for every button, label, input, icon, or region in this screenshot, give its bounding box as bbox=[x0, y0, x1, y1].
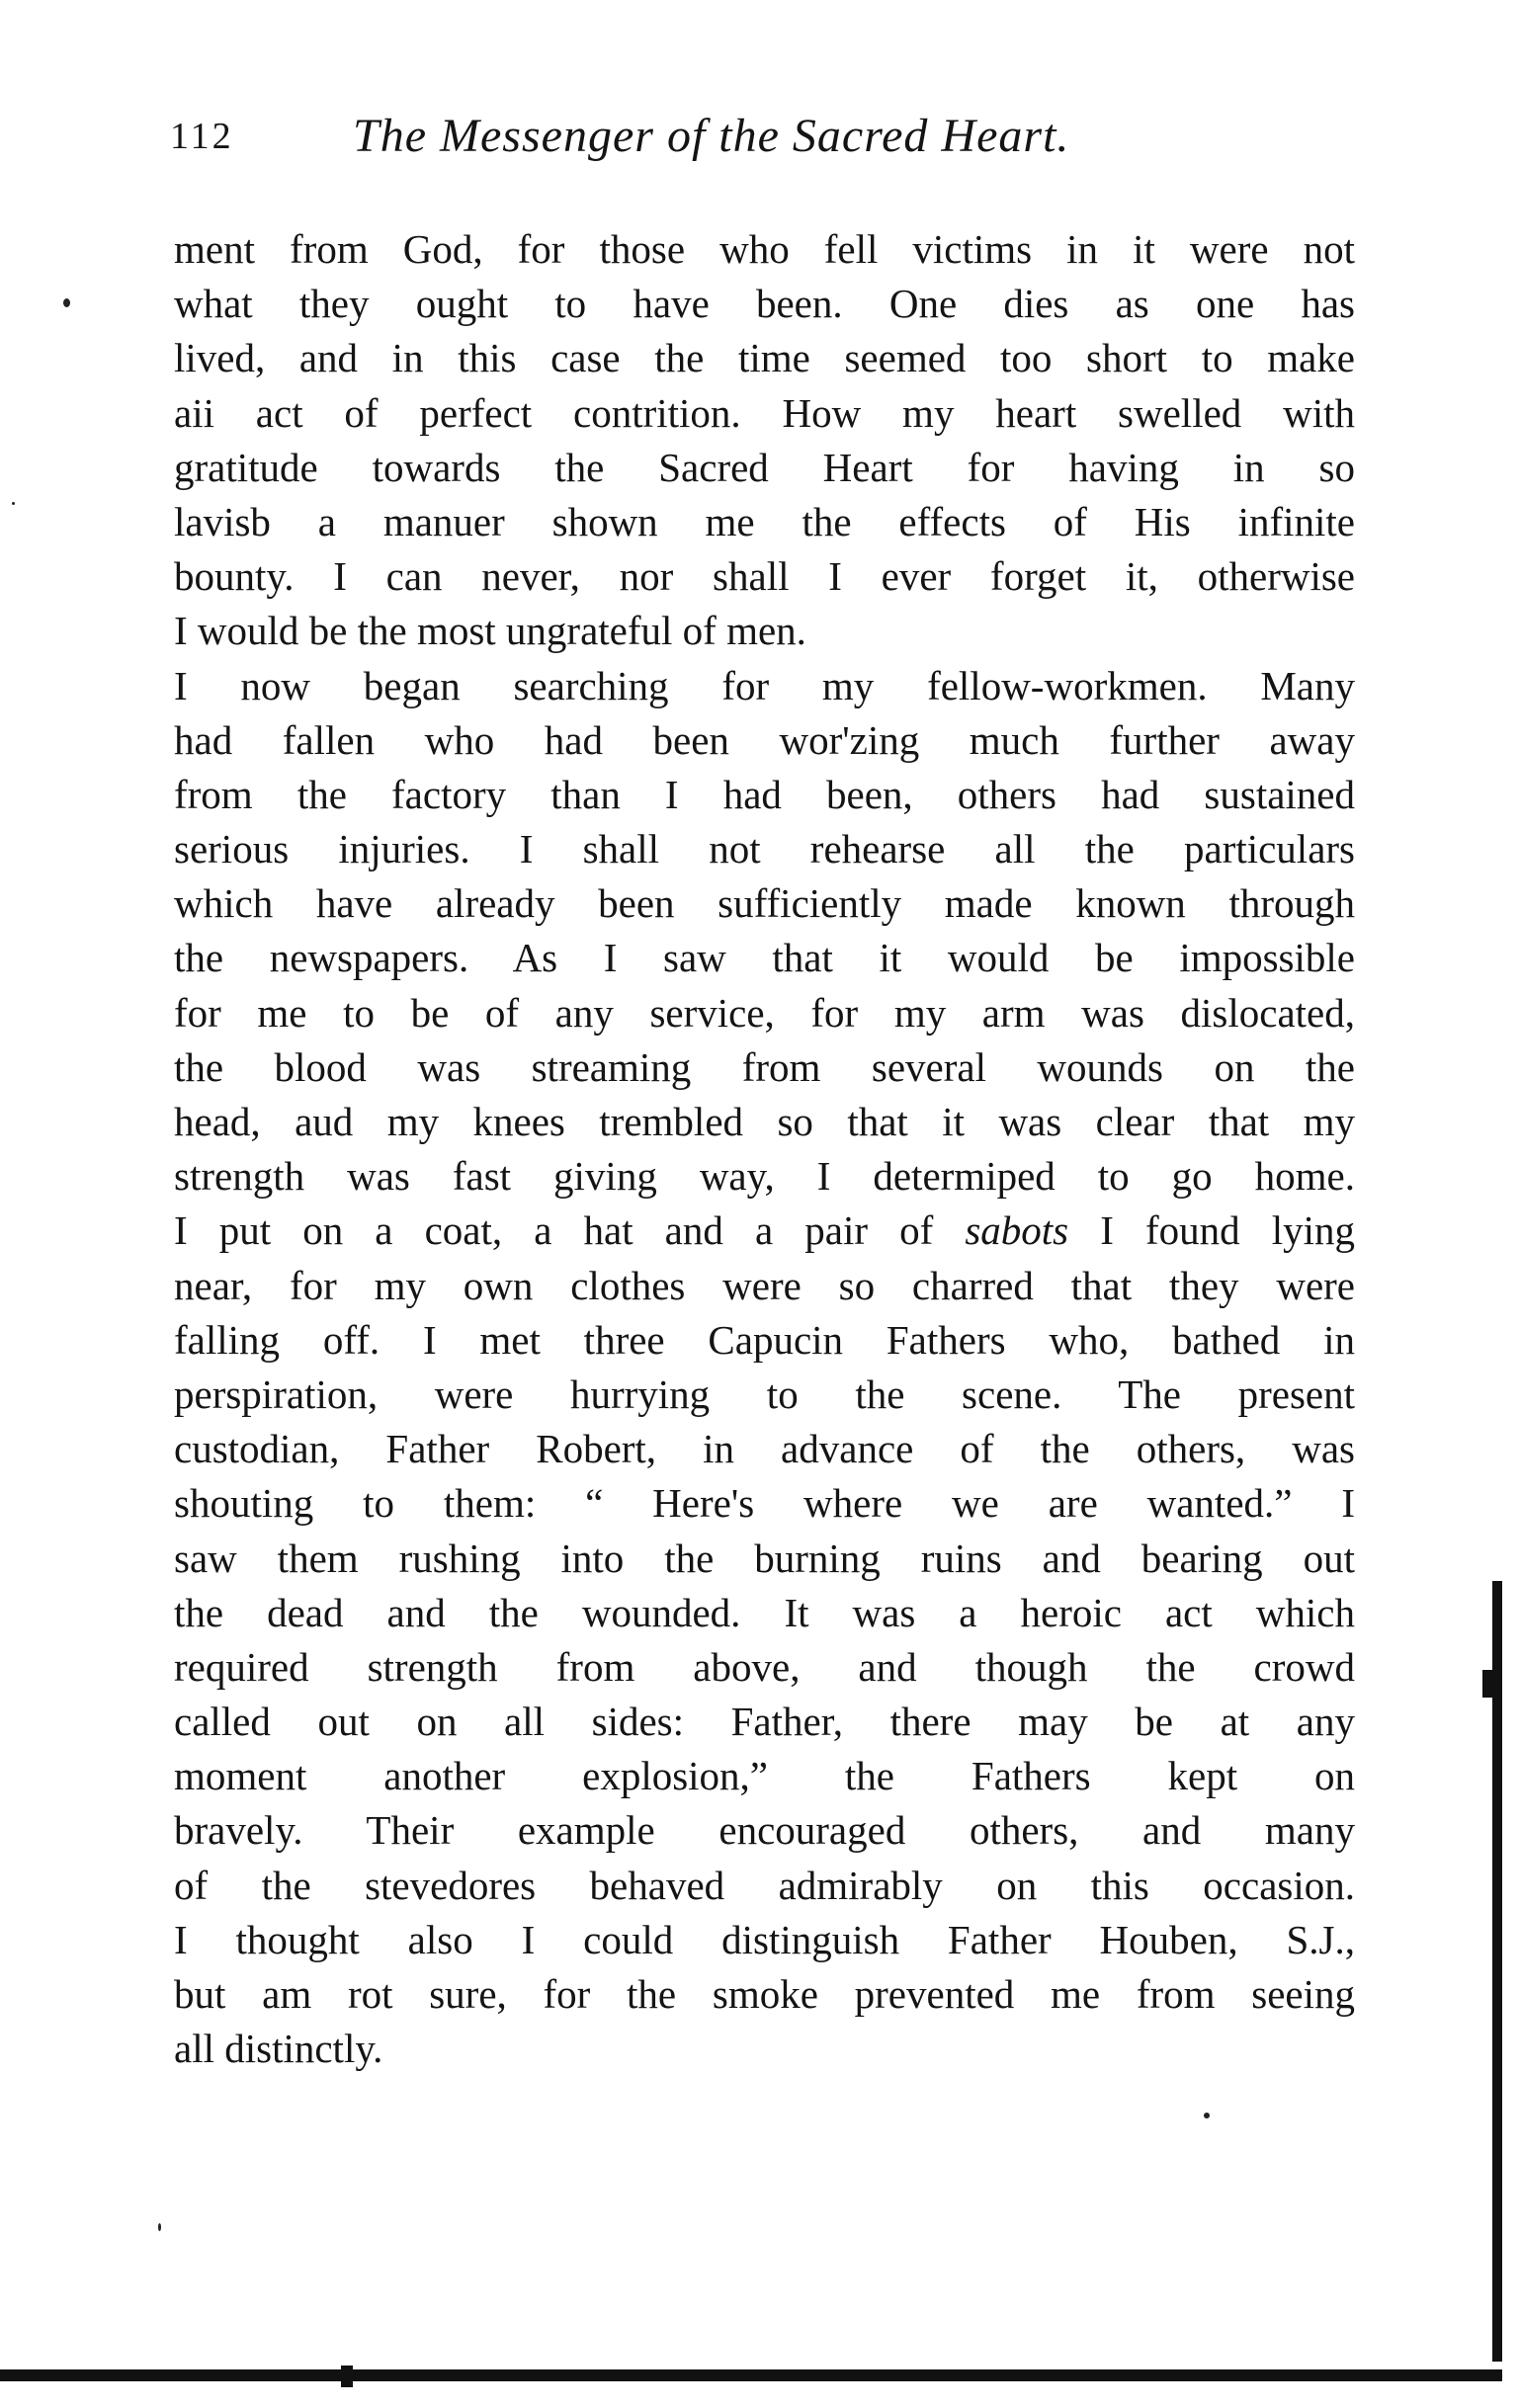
text-line: required strength from above, and though the crowd bbox=[174, 1643, 1355, 1690]
text-line: falling off. I met three Capucin Fathers who, bathed in bbox=[174, 1316, 1355, 1363]
text-line: perspiration, were hurrying to the scene. The present bbox=[174, 1370, 1355, 1417]
text-line: of the stevedores behaved admirably on this occasion. bbox=[174, 1862, 1355, 1908]
body-text bbox=[174, 222, 1355, 2076]
ink-speck bbox=[1204, 2113, 1210, 2118]
text-line: which have already been sufficiently made known through bbox=[174, 880, 1355, 927]
text-line: the dead and the wounded. It was a heroic act which bbox=[174, 1589, 1355, 1635]
page-number: 112 bbox=[170, 116, 234, 157]
text-line: head, aud my knees trembled so that it was clear that my bbox=[174, 1099, 1355, 1144]
text-line: saw them rushing into the burning ruins and bearing out bbox=[174, 1535, 1355, 1581]
text-line-with-italic bbox=[174, 1204, 1355, 1258]
text-line: bravely. Their example encouraged others, and many bbox=[174, 1807, 1355, 1854]
text-line: strength was fast giving way, I determiped to go home. bbox=[174, 1153, 1355, 1200]
page-edge-shadow-bottom bbox=[0, 2369, 1502, 2381]
line-text-before: I put on a coat, a hat and a pair of bbox=[174, 1207, 966, 1254]
text-line: but am rot sure, for the smoke prevented me from seeing bbox=[174, 1971, 1355, 2017]
page-edge-notch bbox=[1482, 1670, 1494, 1698]
text-line: gratitude towards the Sacred Heart for having in so bbox=[174, 444, 1355, 490]
text-line: shouting to them: “ Here's where we are wanted.” I bbox=[174, 1480, 1355, 1527]
line-text-after: I found lying bbox=[1068, 1207, 1355, 1254]
text-line: all distinctly. bbox=[174, 2026, 383, 2072]
text-line: had fallen who had been wor'zing much further away bbox=[174, 716, 1355, 763]
text-line: what they ought to have been. One dies as one has bbox=[174, 281, 1355, 327]
text-line: I thought also I could distinguish Father Houben, S.J., bbox=[174, 1916, 1355, 1962]
text-line: lived, and in this case the time seemed too short to make bbox=[174, 335, 1355, 381]
text-line: near, for my own clothes were so charred that they were bbox=[174, 1262, 1355, 1308]
text-line: I would be the most ungrateful of men. bbox=[174, 608, 806, 654]
ink-speck bbox=[63, 298, 70, 307]
text-line: called out on all sides: Father, there may be at any bbox=[174, 1699, 1355, 1745]
text-line: lavisb a manuer shown me the effects of His infinite bbox=[174, 498, 1355, 544]
text-line: aii act of perfect contrition. How my heart swelled with bbox=[174, 389, 1355, 436]
text-line: ment from God, for those who fell victims in it were not bbox=[174, 226, 1355, 272]
paragraph-start-line: I now began searching for my fellow-workmen. Many bbox=[174, 662, 1355, 708]
text-line: custodian, Father Robert, in advance of the others, was bbox=[174, 1426, 1355, 1472]
text-line: from the factory than I had been, others had sustained bbox=[174, 771, 1355, 817]
page-edge-shadow-right bbox=[1492, 1581, 1502, 2362]
text-line: the newspapers. As I saw that it would be impossible bbox=[174, 935, 1355, 981]
text-line: moment another explosion,” the Fathers kept on bbox=[174, 1753, 1355, 1799]
text-line: bounty. I can never, nor shall I ever forget it, otherwise bbox=[174, 553, 1355, 600]
text-line: the blood was streaming from several wounds on the bbox=[174, 1043, 1355, 1090]
running-head bbox=[170, 109, 1356, 188]
running-title: The Messenger of the Sacred Heart. bbox=[353, 110, 1070, 162]
page-edge-notch bbox=[341, 2366, 353, 2387]
text-line: for me to be of any service, for my arm was dislocated, bbox=[174, 989, 1355, 1036]
italic-word: sabots bbox=[965, 1207, 1069, 1254]
ink-speck bbox=[158, 2223, 161, 2231]
text-line: serious injuries. I shall not rehearse all the particulars bbox=[174, 826, 1355, 872]
ink-speck bbox=[12, 502, 15, 505]
